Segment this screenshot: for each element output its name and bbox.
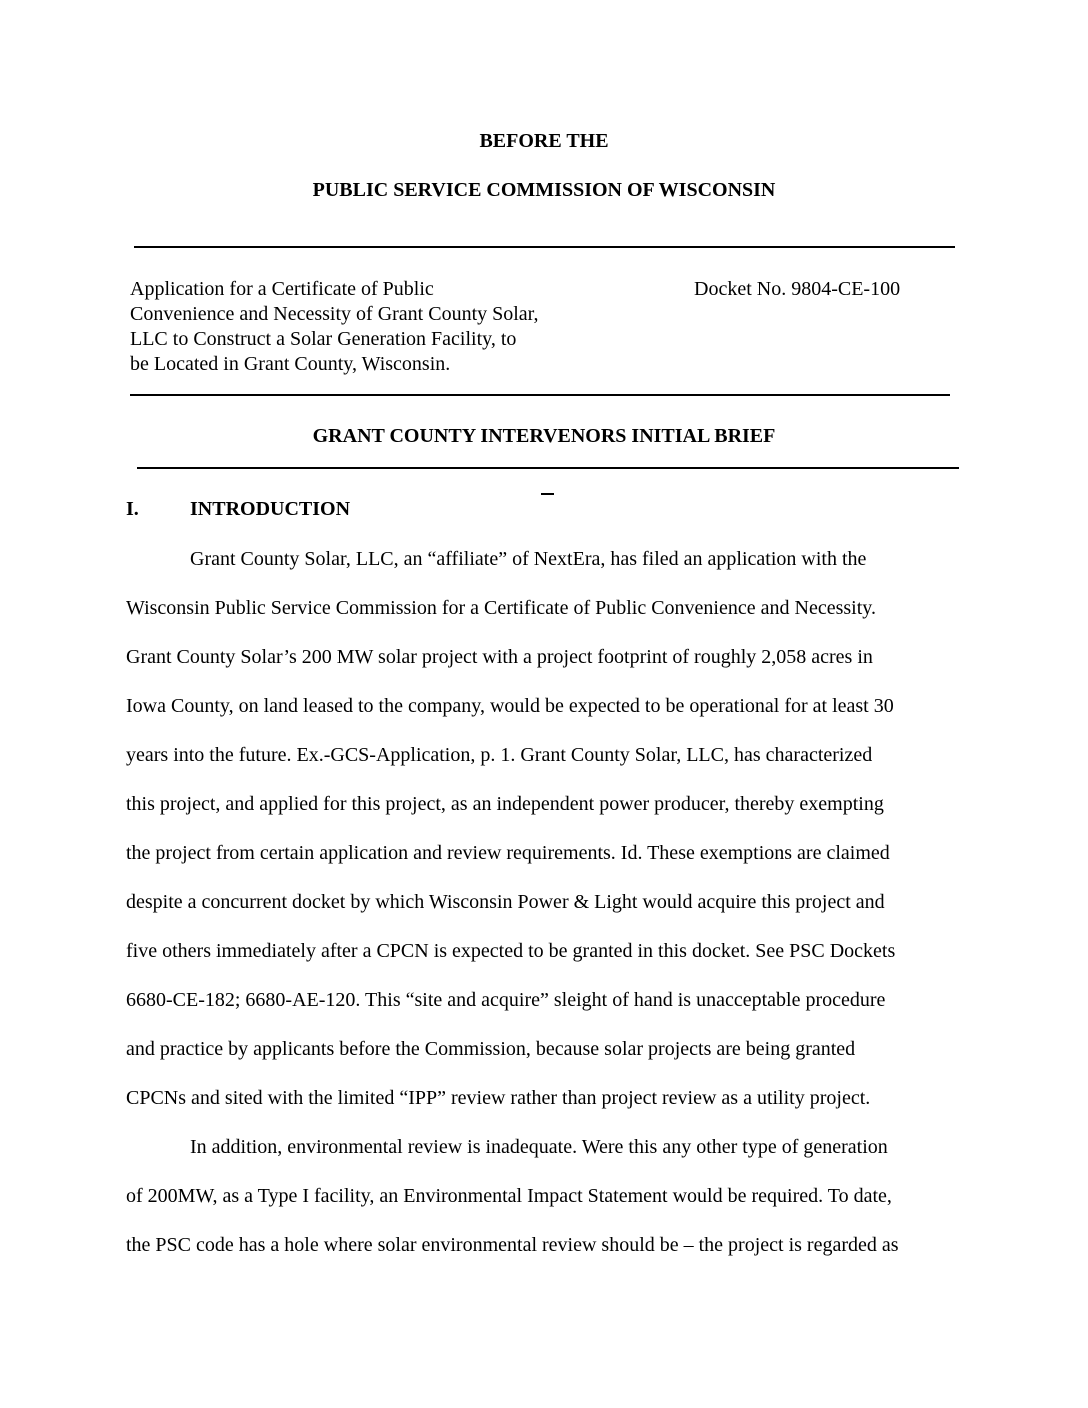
body-text-line: Iowa County, on land leased to the company, would be expected to be operational for at least 30 (126, 695, 894, 717)
body-text-line: of 200MW, as a Type I facility, an Environmental Impact Statement would be required. To date, (126, 1185, 892, 1207)
caption-line: Application for a Certificate of Public (130, 278, 434, 300)
caption-line: LLC to Construct a Solar Generation Facility, to (130, 328, 517, 350)
body-text-line: the PSC code has a hole where solar environmental review should be – the project is regarded as (126, 1234, 899, 1256)
header-before-the: BEFORE THE (479, 130, 609, 152)
case-caption (130, 277, 539, 377)
stray-dash-mark (541, 493, 554, 495)
body-text-line: Wisconsin Public Service Commission for a Certificate of Public Convenience and Necessity. (126, 597, 876, 619)
section-title: INTRODUCTION (190, 498, 351, 520)
divider-rule-middle (130, 394, 950, 396)
body-text-line: and practice by applicants before the Commission, because solar projects are being granted (126, 1038, 856, 1060)
docket-number: Docket No. 9804-CE-100 (694, 278, 901, 300)
body-text-line: In addition, environmental review is inadequate. Were this any other type of generation (190, 1136, 888, 1158)
body-text-line: this project, and applied for this project, as an independent power producer, thereby exempting (126, 793, 884, 815)
divider-rule-top (134, 246, 955, 248)
body-text-line: 6680-CE-182; 6680-AE-120. This “site and acquire” sleight of hand is unacceptable procedure (126, 989, 886, 1011)
body-text-line: five others immediately after a CPCN is expected to be granted in this docket. See PSC Dockets (126, 940, 896, 962)
body-text-line: Grant County Solar’s 200 MW solar project with a project footprint of roughly 2,058 acres in (126, 646, 873, 668)
divider-rule-bottom (137, 467, 959, 469)
caption-line: be Located in Grant County, Wisconsin. (130, 353, 451, 375)
body-text-line: the project from certain application and review requirements. Id. These exemptions are claimed (126, 842, 890, 864)
body-text-line: despite a concurrent docket by which Wisconsin Power & Light would acquire this project and (126, 891, 885, 913)
body-text-line: CPCNs and sited with the limited “IPP” review rather than project review as a utility project. (126, 1087, 871, 1109)
section-number: I. (126, 498, 139, 520)
body-text-line: Grant County Solar, LLC, an “affiliate” of NextEra, has filed an application with the (190, 548, 867, 570)
document-title: GRANT COUNTY INTERVENORS INITIAL BRIEF (312, 425, 776, 447)
header-commission-name: PUBLIC SERVICE COMMISSION OF WISCONSIN (312, 179, 776, 201)
caption-line: Convenience and Necessity of Grant County Solar, (130, 303, 539, 325)
body-text-line: years into the future. Ex.-GCS-Application, p. 1. Grant County Solar, LLC, has characterized (126, 744, 873, 766)
